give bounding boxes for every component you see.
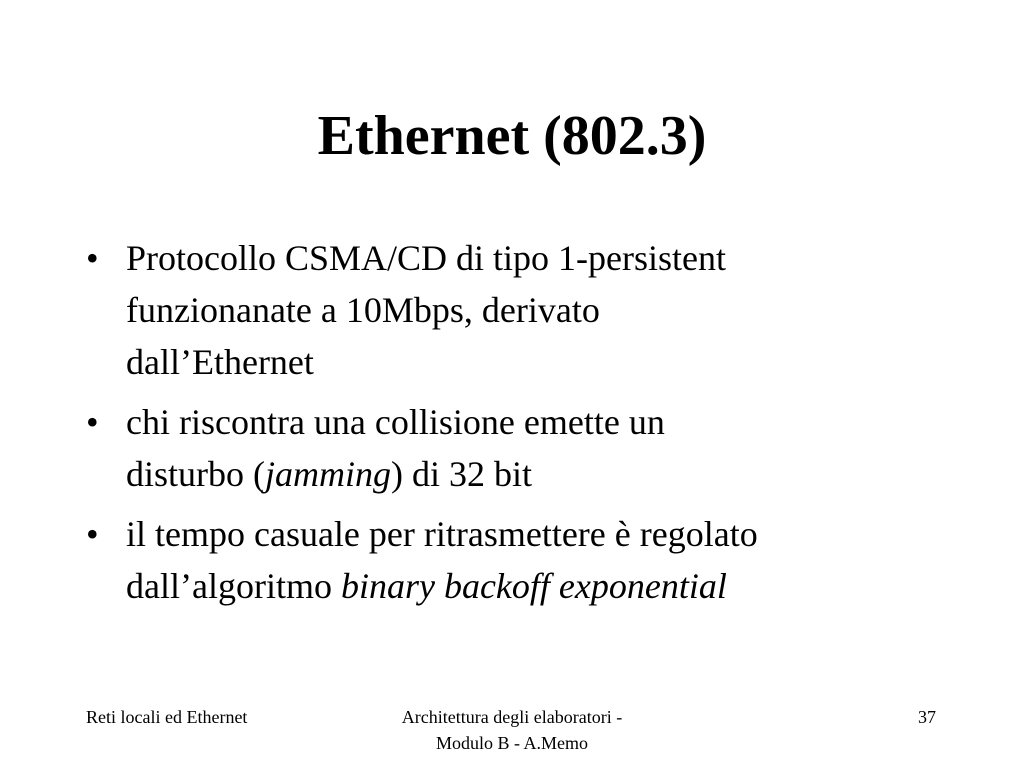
bullet-line: chi riscontra una collisione emette un	[126, 402, 665, 442]
bullet-text: disturbo (	[126, 454, 265, 494]
bullet-item	[86, 508, 956, 612]
italic-term: jamming	[265, 454, 391, 494]
bullet-line: funzionanate a 10Mbps, derivato	[126, 290, 600, 330]
bullet-line: Protocollo CSMA/CD di tipo 1-persistent	[126, 238, 727, 278]
bullet-list	[86, 232, 956, 620]
page-number: 37	[918, 707, 936, 727]
bullet-item	[86, 232, 956, 388]
bullet-text: dall’algoritmo	[126, 566, 341, 606]
bullet-icon: •	[86, 402, 99, 442]
footer-left-text: Reti locali ed Ethernet	[86, 707, 248, 727]
bullet-line	[126, 560, 956, 612]
bullet-icon: •	[86, 514, 99, 554]
bullet-line: dall’Ethernet	[126, 342, 314, 382]
bullet-line: il tempo casuale per ritrasmettere è regolato	[126, 514, 758, 554]
bullet-text: ) di 32 bit	[391, 454, 532, 494]
slide-title: Ethernet (802.3)	[317, 105, 707, 167]
bullet-icon: •	[86, 238, 99, 278]
footer-center-text	[312, 704, 712, 756]
bullet-line	[126, 448, 956, 500]
footer-center-line: Architettura degli elaboratori -	[401, 707, 623, 727]
bullet-item	[86, 396, 956, 500]
footer-center-line: Modulo B - A.Memo	[435, 733, 588, 753]
italic-term: binary backoff exponential	[340, 566, 727, 606]
